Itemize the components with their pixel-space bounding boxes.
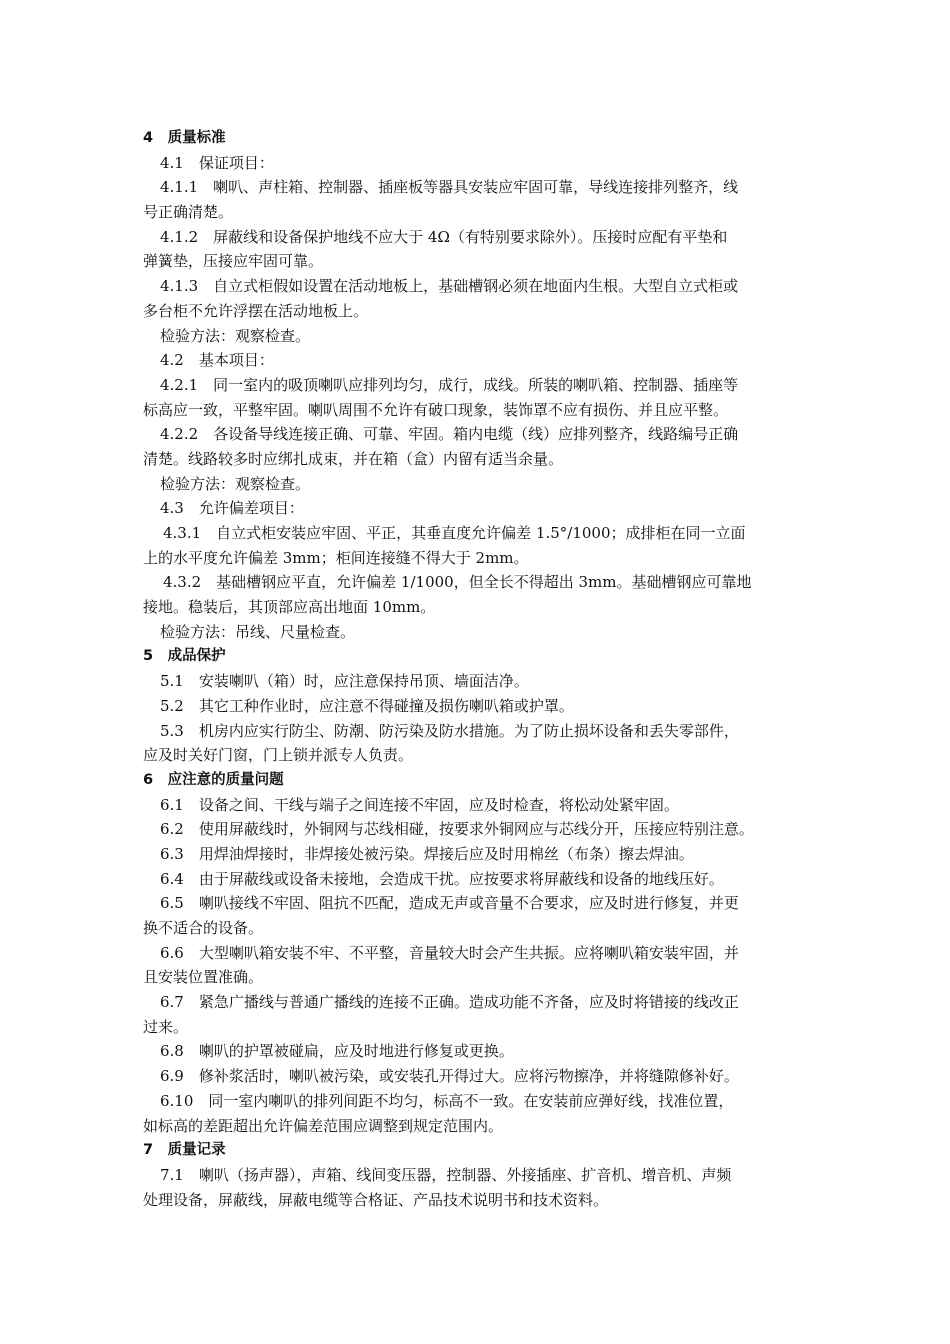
paragraph-first-line: 4.1.1 喇叭、声柱箱、控制器、插座板等器具安装应牢固可靠，导线连接排列整齐，线 [160,178,739,197]
paragraph-continuation-line: 且安装位置准确。 [143,968,264,987]
paragraph-continuation-line: 过来。 [143,1017,189,1036]
paragraph-line: 检验方法：吊线、尺量检查。 [160,622,356,641]
paragraph-line: 4.2 基本项目： [160,351,274,370]
paragraph-line: 6.1 设备之间、干线与端子之间连接不牢固，应及时检查，将松动处紧牢固。 [160,795,679,814]
paragraph-first-line: 6.5 喇叭接线不牢固、阻抗不匹配，造成无声或音量不合要求，应及时进行修复，并更 [160,894,739,913]
paragraph-line: 6.8 喇叭的护罩被碰扁，应及时地进行修复或更换。 [160,1042,514,1061]
paragraph-first-line: 4.3.1 自立式柜安装应牢固、平正，其垂直度允许偏差 1.5°/1000；成排柜在同一立面 [163,524,746,542]
section-heading: 6 应注意的质量问题 [143,771,284,788]
paragraph-first-line: 6.6 大型喇叭箱安装不牢、不平整，音量较大时会产生共振。应将喇叭箱安装牢固，并 [160,943,739,962]
section-heading: 7 质量记录 [143,1142,226,1159]
paragraph-continuation-line: 接地。稳装后，其顶部应高出地面 10mm。 [143,598,436,617]
paragraph-line: 6.2 使用屏蔽线时，外铜网与芯线相碰，按要求外铜网应与芯线分开，压接应特别注意。 [160,820,754,839]
paragraph-first-line: 7.1 喇叭（扬声器），声箱、线间变压器，控制器、外接插座、扩音机、增音机、声频 [160,1165,732,1184]
paragraph-line: 4.1 保证项目： [160,153,274,172]
paragraph-line: 6.4 由于屏蔽线或设备未接地，会造成干扰。应按要求将屏蔽线和设备的地线压好。 [160,869,724,888]
section-heading: 5 成品保护 [143,648,226,665]
paragraph-first-line: 4.2.2 各设备导线连接正确、可靠、牢固。箱内电缆（线）应排列整齐，线路编号正确 [160,425,739,444]
paragraph-first-line: 5.3 机房内应实行防尘、防潮、防污染及防水措施。为了防止损坏设备和丢失零部件， [160,721,739,740]
paragraph-line: 6.9 修补浆活时，喇叭被污染，或安装孔开得过大。应将污物擦净，并将缝隙修补好。 [160,1067,739,1086]
paragraph-line: 6.3 用焊油焊接时，非焊接处被污染。焊接后应及时用棉丝（布条）擦去焊油。 [160,844,694,863]
paragraph-continuation-line: 标高应一致，平整牢固。喇叭周围不允许有破口现象，装饰罩不应有损伤、并且应平整。 [143,400,729,419]
document-body [143,126,815,1212]
paragraph-line: 检验方法：观察检查。 [160,474,311,493]
paragraph-continuation-line: 如标高的差距超出允许偏差范围应调整到规定范围内。 [143,1116,504,1135]
paragraph-continuation-line: 应及时关好门窗，门上锁并派专人负责。 [143,746,414,765]
paragraph-continuation-line: 处理设备，屏蔽线，屏蔽电缆等合格证、产品技术说明书和技术资料。 [143,1190,609,1209]
paragraph-line: 5.2 其它工种作业时，应注意不得碰撞及损伤喇叭箱或护罩。 [160,696,574,715]
paragraph-first-line: 4.3.2 基础槽钢应平直，允许偏差 1/1000，但全长不得超出 3mm。基础槽钢应可靠地 [163,573,752,592]
paragraph-continuation-line: 上的水平度允许偏差 3mm；柜间连接缝不得大于 2mm。 [143,548,529,567]
section-heading: 4 质量标准 [143,130,226,146]
paragraph-first-line: 4.1.3 自立式柜假如设置在活动地板上，基础槽钢必须在地面内生根。大型自立式柜或 [160,277,739,296]
paragraph-line: 5.1 安装喇叭（箱）时，应注意保持吊顶、墙面洁净。 [160,672,529,691]
paragraph-first-line: 6.7 紧急广播线与普通广播线的连接不正确。造成功能不齐备，应及时将错接的线改正 [160,993,739,1012]
paragraph-continuation-line: 清楚。线路较多时应绑扎成束，并在箱（盒）内留有适当余量。 [143,449,564,468]
paragraph-continuation-line: 多台柜不允许浮摆在活动地板上。 [143,301,369,320]
paragraph-line: 4.3 允许偏差项目： [160,499,304,518]
paragraph-line: 检验方法：观察检查。 [160,326,311,345]
paragraph-first-line: 4.2.1 同一室内的吸顶喇叭应排列均匀，成行，成线。所装的喇叭箱、控制器、插座等 [160,375,739,394]
paragraph-continuation-line: 号正确清楚。 [143,203,234,222]
paragraph-continuation-line: 弹簧垫，压接应牢固可靠。 [143,252,324,271]
paragraph-continuation-line: 换不适合的设备。 [143,919,264,937]
paragraph-first-line: 6.10 同一室内喇叭的排列间距不均匀，标高不一致。在安装前应弹好线，找准位置， [160,1091,734,1110]
paragraph-first-line: 4.1.2 屏蔽线和设备保护地线不应大于 4Ω（有特别要求除外）。压接时应配有平垫和 [160,227,728,246]
